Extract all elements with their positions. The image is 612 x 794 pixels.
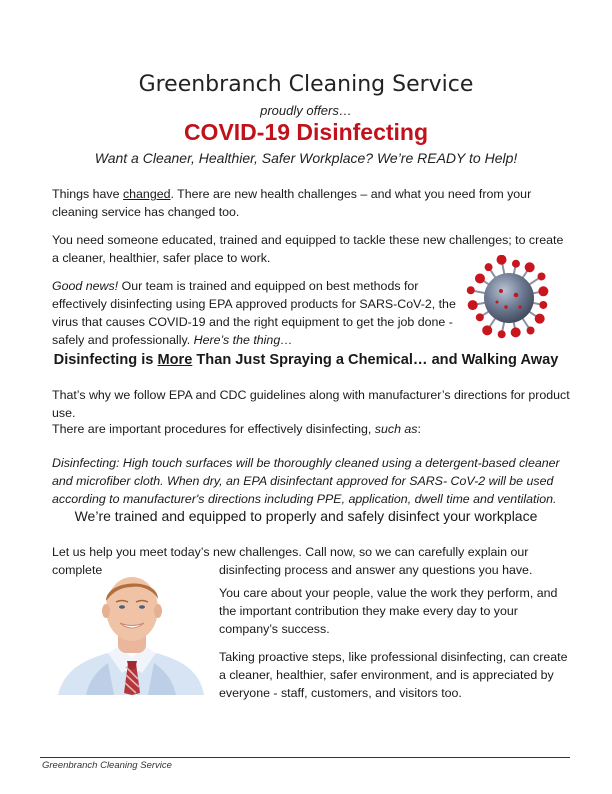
coronavirus-icon [466,255,552,341]
virus-spike-head [476,313,484,321]
virus-spike-head [498,330,506,338]
tagline: Want a Cleaner, Healthier, Safer Workplace? We’re READY to Help! [94,150,518,166]
procedures-paragraph [52,420,572,438]
footer-divider [40,757,570,758]
heading-text: Than Just Spraying a Chemical… and Walking Away [192,352,559,368]
virus-spike-head [497,255,507,265]
good-news-paragraph [52,277,464,349]
virus-spike-head [535,314,545,324]
intro-paragraph-need: You need someone educated, trained and equipped to tackle these new challenges; to create a cleaner, healthier, safer place to work. [52,233,564,265]
virus-spike-head [538,286,548,296]
care-about-people-paragraph: You care about your people, value the work they perform, and the important contribution they make every day to your company’s success. [219,586,558,636]
such-as-italic: such as [374,422,418,436]
service-headline: COVID-19 Disinfecting [183,119,429,145]
call-now-line: Let us help you meet today’s new challenges. Call now, so we can carefully explain our complete [52,545,529,577]
virus-spike-head [527,327,535,335]
person-icon [56,565,206,695]
footer-text: Greenbranch Cleaning Service [42,760,172,771]
proudly-offers-text: proudly offers… [260,103,352,118]
virus-spike-head [482,325,492,335]
intro-paragraph-changed [52,185,572,221]
virus-spike-head [511,327,521,337]
virus-spike-head [467,286,475,294]
heading-more-underlined: More [157,352,193,368]
changed-underlined: changed [122,187,171,201]
call-now-continued: disinfecting process and answer any questions you have. [219,563,533,577]
virus-spike-head [468,300,478,310]
virus-spike-head [475,273,485,283]
section-heading [0,352,612,368]
coronavirus-image [466,255,552,341]
proactive-steps-paragraph: Taking proactive steps, like professional disinfecting, can create a cleaner, healthier, safer environment, and is appreciated by everyone - staff, customers, and visitors too. [219,650,568,700]
virus-spike-head [525,262,535,272]
trained-heading: We’re trained and equipped to properly and safely disinfect your workplace [74,508,538,524]
virus-spike-head [485,263,493,271]
guidelines-paragraph: That’s why we follow EPA and CDC guidelines along with manufacturer’s directions for product use. [52,388,570,420]
virus-spike-head [512,260,520,268]
intro-text: . There are new health challenges – and what you need from your cleaning service has changed too. [52,187,532,219]
heres-the-thing: Here’s the thing… [193,333,293,347]
virus-spike-head [539,301,547,309]
company-title: Greenbranch Cleaning Service [138,72,474,97]
procedures-text: There are important procedures for effectively disinfecting, [52,422,375,436]
procedures-text: : [417,422,421,436]
good-news-body: Our team is trained and equipped on best methods for effectively disinfecting using EPA approved products for SARS-CoV-2, the virus that causes COVID-19 and the right equipment to get the job done - safely and professionally. [52,279,456,347]
virus-spike-head [538,272,546,280]
heading-text: Disinfecting is [53,352,158,368]
disinfecting-details-paragraph: Disinfecting: High touch surfaces will be thoroughly cleaned using a detergent-based cleaner and microfiber cloth. When dry, an EPA disinfectant approved for SARS- CoV-2 will be used according to manufacturer's directions including PPE, application, dwell time and ventilation. [52,456,560,506]
intro-text: Things have [52,187,123,201]
businessman-photo [56,565,206,695]
good-news-lead: Good news! [52,279,119,293]
